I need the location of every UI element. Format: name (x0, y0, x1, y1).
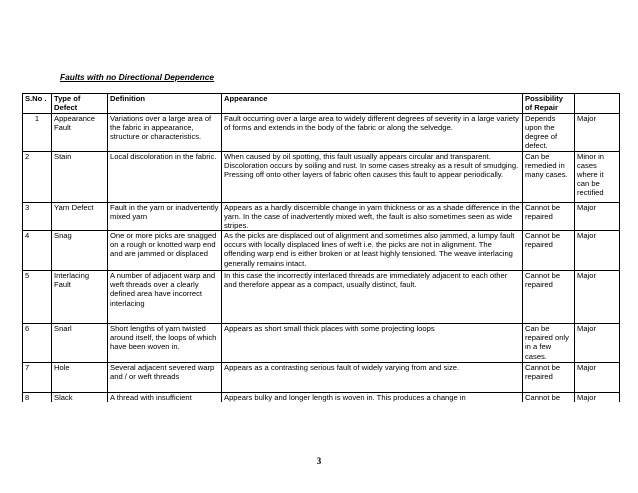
cell-severity: Major (575, 271, 620, 324)
cell-severity: Major (575, 324, 620, 363)
cell-type: Interlacing Fault (52, 271, 108, 324)
cell-severity: Major (575, 363, 620, 393)
cell-repair: Cannot be repaired (523, 231, 575, 271)
table-row (23, 324, 620, 363)
table-row (23, 363, 620, 393)
cell-appearance: Appears as a contrasting serious fault of widely varying from and size. (222, 363, 523, 393)
table-row (23, 271, 620, 324)
cell-appearance: In this case the incorrectly interlaced threads are immediately adjacent to each other and therefore appear as a compact, usually distinct, fault. (222, 271, 523, 324)
cell-type: Snarl (52, 324, 108, 363)
cell-definition: Several adjacent severed warp and / or weft threads (108, 363, 222, 393)
table-row (23, 152, 620, 203)
cell-type: Snag (52, 231, 108, 271)
cell-repair: Cannot be (523, 393, 575, 403)
cell-repair: Cannot be repaired (523, 363, 575, 393)
cell-repair: Cannot be repaired (523, 203, 575, 231)
cell-definition: Short lengths of yarn twisted around itself, the loops of which have been woven in. (108, 324, 222, 363)
cell-definition: Fault in the yarn or inadvertently mixed yarn (108, 203, 222, 231)
header-repair: Possibility of Repair (523, 94, 575, 114)
header-sno: S.No . (23, 94, 52, 114)
cell-type: Slack (52, 393, 108, 403)
faults-table (22, 93, 620, 402)
cell-type: Stain (52, 152, 108, 203)
cell-sno: 4 (23, 231, 52, 271)
header-type: Type of Defect (52, 94, 108, 114)
cell-appearance: Appears bulky and longer length is woven in. This produces a change in (222, 393, 523, 403)
table-row (23, 114, 620, 152)
cell-type: Hole (52, 363, 108, 393)
table-row (23, 231, 620, 271)
cell-definition: Variations over a large area of the fabric in appearance, structure or characteristics. (108, 114, 222, 152)
cell-repair: Depends upon the degree of defect. (523, 114, 575, 152)
cell-appearance: As the picks are displaced out of alignment and sometimes also jammed, a lumpy fault occurs with locally displaced lines of weft i.e. the picks are not in alignment. The offending warp end is either broken or at least highly tensioned. The weave interlacing generally remains intact. (222, 231, 523, 271)
cell-sno: 8 (23, 393, 52, 403)
section-heading: Faults with no Directional Dependence (60, 72, 215, 82)
header-definition: Definition (108, 94, 222, 114)
table-header-row (23, 94, 620, 114)
cell-sno: 3 (23, 203, 52, 231)
cell-sno: 6 (23, 324, 52, 363)
cell-severity: Major (575, 203, 620, 231)
page-number: 3 (316, 456, 322, 466)
cell-definition: One or more picks are snagged on a rough or knotted warp end and are jammed or displaced (108, 231, 222, 271)
cell-sno: 7 (23, 363, 52, 393)
cell-repair: Can be remedied in many cases. (523, 152, 575, 203)
header-severity (575, 94, 620, 114)
cell-appearance: Appears as short small thick places with some projecting loops (222, 324, 523, 363)
cell-type: Appearance Fault (52, 114, 108, 152)
header-appearance: Appearance (222, 94, 523, 114)
table-row (23, 393, 620, 403)
table-row (23, 203, 620, 231)
cell-appearance: When caused by oil spotting, this fault usually appears circular and transparent. Discoloration occurs by soiling and rust. In some cases streaky as a result of smudging. Pressing off onto other layers of fabric often causes this fault to appear periodically. (222, 152, 523, 203)
cell-severity: Major (575, 393, 620, 403)
cell-severity: Major (575, 231, 620, 271)
cell-sno: 5 (23, 271, 52, 324)
cell-repair: Can be repaired only in a few cases. (523, 324, 575, 363)
cell-definition: Local discoloration in the fabric. (108, 152, 222, 203)
cell-severity: Minor in cases where it can be rectified (575, 152, 620, 203)
cell-appearance: Fault occurring over a large area to widely different degrees of severity in a large variety of forms and extends in the body of the fabric or along the selvedge. (222, 114, 523, 152)
cell-appearance: Appears as a hardly discernible change in yarn thickness or as a shade difference in the yarn. In the case of inadvertently mixed weft, the fault is also sometimes seen as wide stripes. (222, 203, 523, 231)
cell-definition: A number of adjacent warp and weft threads over a clearly defined area have incorrect interlacing (108, 271, 222, 324)
cell-definition: A thread with insufficient (108, 393, 222, 403)
cell-severity: Major (575, 114, 620, 152)
cell-type: Yarn Defect (52, 203, 108, 231)
cell-sno: 1 (23, 114, 52, 152)
cell-sno: 2 (23, 152, 52, 203)
cell-repair: Cannot be repaired (523, 271, 575, 324)
